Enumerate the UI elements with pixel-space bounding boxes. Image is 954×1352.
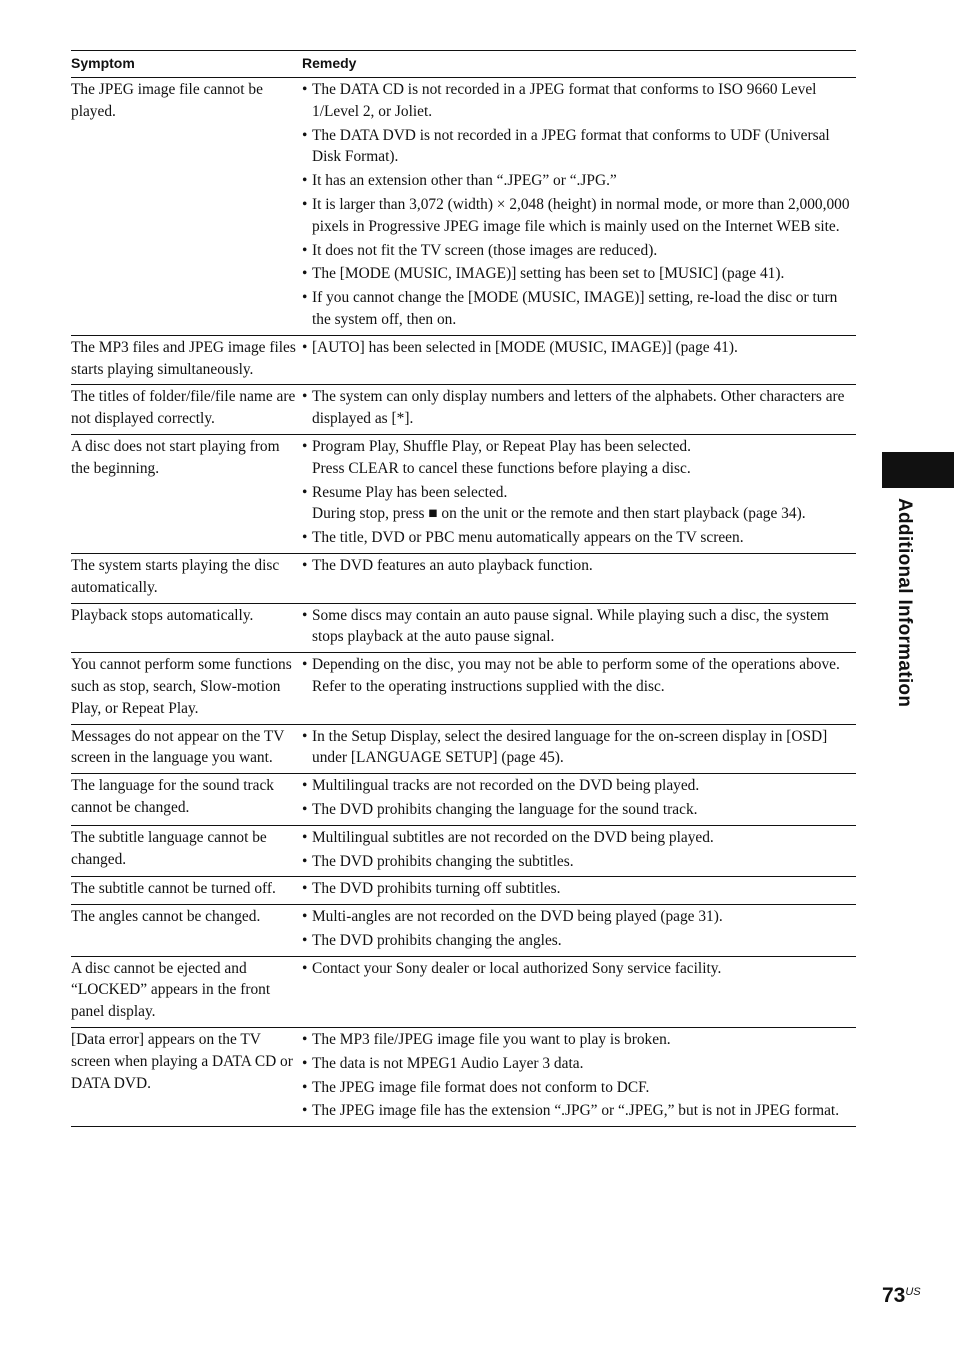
remedy-text: Resume Play has been selected. During stop, press ■ on the unit or the remote and then start playback (page 34).	[312, 483, 806, 523]
bullet-icon: •	[302, 195, 308, 213]
remedy-text: The JPEG image file has the extension “.JPG” or “.JPEG,” but is not in JPEG format.	[312, 1102, 840, 1120]
symptom-cell: The titles of folder/file/file name are not displayed correctly.	[71, 388, 296, 428]
remedy-item	[302, 799, 856, 821]
bullet-icon: •	[302, 529, 308, 547]
remedy-list	[302, 878, 856, 900]
remedy-list	[302, 906, 856, 952]
symptom-cell: Playback stops automatically.	[71, 606, 254, 624]
remedy-text: The system can only display numbers and letters of the alphabets. Other characters are displayed as [*].	[312, 388, 845, 428]
table-row	[71, 603, 856, 653]
bullet-icon: •	[302, 1031, 308, 1049]
table-row	[71, 774, 856, 826]
table-body	[71, 78, 856, 1127]
remedy-text: Contact your Sony dealer or local authorized Sony service facility.	[312, 959, 722, 977]
bullet-icon: •	[302, 241, 308, 259]
table-row	[71, 653, 856, 724]
column-header-symptom: Symptom	[71, 55, 135, 71]
table-row	[71, 553, 856, 603]
remedy-cell	[302, 553, 856, 603]
remedy-list	[302, 386, 856, 430]
bullet-icon: •	[302, 656, 308, 674]
table-header-row	[71, 51, 856, 78]
table-row	[71, 385, 856, 435]
bullet-icon: •	[302, 172, 308, 190]
remedy-cell	[302, 653, 856, 724]
bullet-icon: •	[302, 289, 308, 307]
remedy-cell	[302, 825, 856, 877]
remedy-list	[302, 1029, 856, 1122]
remedy-item	[302, 125, 856, 169]
remedy-item	[302, 287, 856, 331]
section-label: Additional Information	[894, 498, 915, 708]
bullet-icon: •	[302, 777, 308, 795]
remedy-item	[302, 240, 856, 262]
symptom-cell: The angles cannot be changed.	[71, 908, 261, 926]
remedy-text: The MP3 file/JPEG image file you want to play is broken.	[312, 1031, 671, 1049]
remedy-text: Multilingual subtitles are not recorded on the DVD being played.	[312, 828, 714, 846]
remedy-text: The JPEG image file format does not conform to DCF.	[312, 1078, 650, 1096]
page-number-suffix: US	[905, 1286, 921, 1298]
remedy-item	[302, 1053, 856, 1075]
bullet-icon: •	[302, 1054, 308, 1072]
symptom-cell: A disc cannot be ejected and “LOCKED” appears in the front panel display.	[71, 959, 271, 1021]
remedy-text: [AUTO] has been selected in [MODE (MUSIC, IMAGE)] (page 41).	[312, 338, 738, 356]
page-number-value: 73	[882, 1284, 906, 1307]
remedy-cell	[302, 78, 856, 336]
remedy-list	[302, 654, 856, 698]
remedy-text: Some discs may contain an auto pause signal. While playing such a disc, the system stops playback at the auto pause signal.	[312, 606, 829, 646]
bullet-icon: •	[302, 437, 308, 455]
bullet-icon: •	[302, 338, 308, 356]
symptom-cell: The MP3 files and JPEG image files starts playing simultaneously.	[71, 338, 296, 378]
remedy-text: The DVD features an auto playback function.	[312, 556, 593, 574]
remedy-item	[302, 436, 856, 480]
remedy-text: It is larger than 3,072 (width) × 2,048 (height) in normal mode, or more than 2,000,000 pixels in Progressive JPEG image file which is mainly used on the Internet WEB site.	[312, 195, 850, 235]
remedy-item	[302, 906, 856, 928]
table-row	[71, 905, 856, 957]
remedy-cell	[302, 724, 856, 774]
bullet-icon: •	[302, 908, 308, 926]
symptom-cell: [Data error] appears on the TV screen when playing a DATA CD or DATA DVD.	[71, 1031, 293, 1092]
remedy-list	[302, 436, 856, 549]
remedy-text: It has an extension other than “.JPEG” or “.JPG.”	[312, 172, 617, 190]
remedy-text: If you cannot change the [MODE (MUSIC, IMAGE)] setting, re-load the disc or turn the system off, then on.	[312, 289, 838, 328]
section-tab-marker	[882, 452, 954, 488]
table-row	[71, 78, 856, 336]
remedy-item	[302, 386, 856, 430]
remedy-item	[302, 878, 856, 900]
remedy-cell	[302, 335, 856, 385]
remedy-text: In the Setup Display, select the desired language for the on-screen display in [OSD] under [LANGUAGE SETUP] (page 45).	[312, 727, 828, 767]
remedy-text: The [MODE (MUSIC, IMAGE)] setting has been set to [MUSIC] (page 41).	[312, 265, 785, 283]
table-row	[71, 877, 856, 905]
remedy-item	[302, 527, 856, 549]
remedy-text: The DVD prohibits turning off subtitles.	[312, 880, 561, 898]
remedy-item	[302, 555, 856, 577]
symptom-cell: Messages do not appear on the TV screen in the language you want.	[71, 727, 285, 767]
remedy-cell	[302, 774, 856, 826]
remedy-text: Multi-angles are not recorded on the DVD being played (page 31).	[312, 908, 723, 926]
column-header-remedy: Remedy	[302, 55, 357, 71]
remedy-text: The DATA DVD is not recorded in a JPEG format that conforms to UDF (Universal Disk Format).	[312, 126, 830, 166]
remedy-cell	[302, 1028, 856, 1127]
remedy-text: It does not fit the TV screen (those images are reduced).	[312, 241, 658, 259]
symptom-cell: You cannot perform some functions such as stop, search, Slow-motion Play, or Repeat Play.	[71, 656, 292, 717]
remedy-cell	[302, 877, 856, 905]
remedy-item	[302, 958, 856, 980]
remedy-text: The DVD prohibits changing the subtitles.	[312, 852, 574, 870]
bullet-icon: •	[302, 959, 308, 977]
remedy-list	[302, 775, 856, 821]
symptom-cell: A disc does not start playing from the beginning.	[71, 437, 280, 477]
symptom-cell: The JPEG image file cannot be played.	[71, 81, 263, 120]
bullet-icon: •	[302, 1102, 308, 1120]
remedy-item	[302, 337, 856, 359]
remedy-cell	[302, 956, 856, 1027]
remedy-text: The data is not MPEG1 Audio Layer 3 data.	[312, 1054, 584, 1072]
remedy-cell	[302, 603, 856, 653]
remedy-list	[302, 79, 856, 331]
remedy-item	[302, 726, 856, 770]
troubleshooting-table	[71, 50, 856, 1127]
remedy-item	[302, 194, 856, 238]
bullet-icon: •	[302, 852, 308, 870]
remedy-item	[302, 263, 856, 285]
remedy-item	[302, 170, 856, 192]
table-row	[71, 1028, 856, 1127]
bullet-icon: •	[302, 931, 308, 949]
remedy-item	[302, 775, 856, 797]
symptom-cell: The subtitle language cannot be changed.	[71, 828, 267, 868]
symptom-cell: The system starts playing the disc automatically.	[71, 556, 280, 596]
remedy-item	[302, 605, 856, 649]
remedy-text: The title, DVD or PBC menu automatically appears on the TV screen.	[312, 529, 744, 547]
remedy-list	[302, 726, 856, 770]
remedy-list	[302, 827, 856, 873]
bullet-icon: •	[302, 1078, 308, 1096]
remedy-text: Depending on the disc, you may not be able to perform some of the operations above. Refer to the operating instructions supplied with the disc.	[312, 656, 840, 695]
bullet-icon: •	[302, 483, 308, 501]
bullet-icon: •	[302, 828, 308, 846]
table-row	[71, 825, 856, 877]
bullet-icon: •	[302, 880, 308, 898]
remedy-text: Program Play, Shuffle Play, or Repeat Play has been selected. Press CLEAR to cancel these functions before playing a disc.	[312, 437, 691, 477]
table-row	[71, 724, 856, 774]
remedy-item	[302, 851, 856, 873]
symptom-cell: The language for the sound track cannot be changed.	[71, 777, 274, 816]
bullet-icon: •	[302, 265, 308, 283]
remedy-text: The DVD prohibits changing the language for the sound track.	[312, 800, 698, 818]
remedy-item	[302, 1029, 856, 1051]
table-row	[71, 335, 856, 385]
remedy-list	[302, 337, 856, 359]
remedy-list	[302, 605, 856, 649]
table-row	[71, 434, 856, 553]
table-row	[71, 956, 856, 1027]
bullet-icon: •	[302, 388, 308, 406]
remedy-text: Multilingual tracks are not recorded on the DVD being played.	[312, 777, 700, 795]
troubleshooting-table-container	[71, 50, 856, 1127]
bullet-icon: •	[302, 556, 308, 574]
remedy-item	[302, 1077, 856, 1099]
remedy-cell	[302, 385, 856, 435]
remedy-list	[302, 958, 856, 980]
bullet-icon: •	[302, 81, 308, 98]
remedy-item	[302, 930, 856, 952]
remedy-text: The DATA CD is not recorded in a JPEG format that conforms to ISO 9660 Level 1/Level 2, or Joliet.	[312, 81, 817, 120]
remedy-item	[302, 827, 856, 849]
remedy-item	[302, 79, 856, 123]
symptom-cell: The subtitle cannot be turned off.	[71, 880, 276, 898]
remedy-item	[302, 654, 856, 698]
bullet-icon: •	[302, 800, 308, 818]
bullet-icon: •	[302, 606, 308, 624]
remedy-cell	[302, 434, 856, 553]
bullet-icon: •	[302, 727, 308, 745]
table-header	[71, 51, 856, 78]
bullet-icon: •	[302, 126, 308, 144]
remedy-item	[302, 482, 856, 526]
remedy-cell	[302, 905, 856, 957]
remedy-item	[302, 1100, 856, 1122]
remedy-text: The DVD prohibits changing the angles.	[312, 931, 562, 949]
remedy-list	[302, 555, 856, 577]
page-number	[882, 1284, 921, 1308]
